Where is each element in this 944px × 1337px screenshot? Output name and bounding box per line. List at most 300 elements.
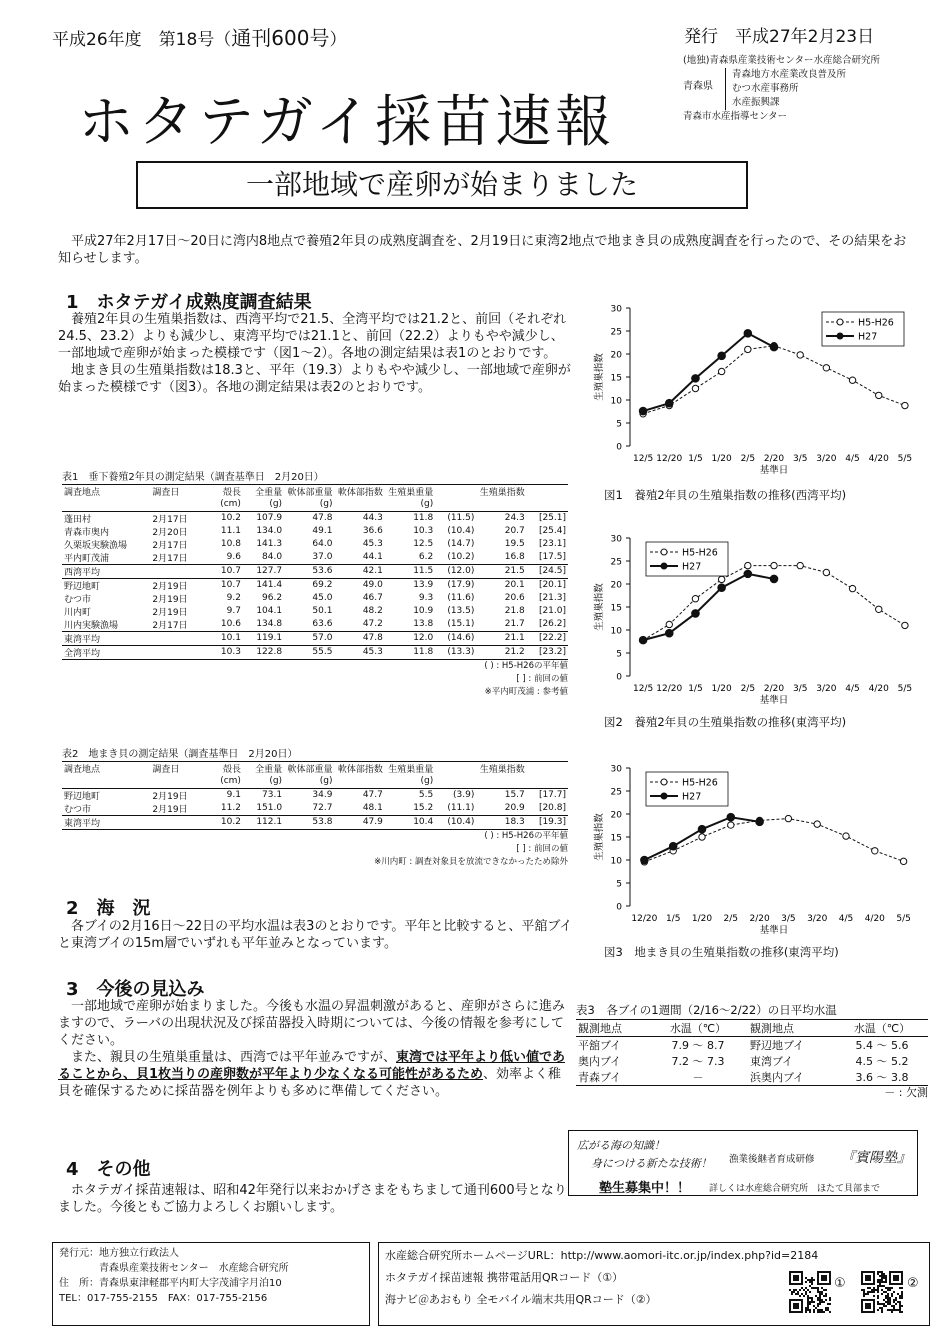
table-cell: (10.4): [447, 526, 475, 536]
qr-module: [801, 1287, 803, 1289]
table-cell: 9.6: [226, 552, 241, 562]
x-axis-label: 基準日: [759, 465, 789, 476]
table-cell: 9.2: [226, 593, 241, 603]
table-cell: 134.8: [256, 619, 283, 629]
table-row: [62, 605, 568, 618]
series-line: [643, 574, 774, 640]
qr-module: [827, 1309, 829, 1311]
qr-module: [879, 1283, 881, 1285]
qr-module: [825, 1309, 827, 1311]
section-3-body: [58, 998, 574, 1100]
x-tick-label: 2/5: [723, 914, 739, 924]
table-cell: (g): [420, 776, 434, 787]
qr-module: [887, 1309, 889, 1311]
table-cell: 青森ブイ: [576, 1069, 648, 1086]
data-point: [692, 385, 698, 391]
qr-module: [889, 1287, 891, 1289]
qr-code-1-icon[interactable]: [789, 1271, 831, 1313]
qr-module: [881, 1303, 883, 1305]
table-cell: 生殖巣指数: [476, 762, 526, 776]
x-tick-label: 12/20: [656, 454, 683, 464]
table-row: [62, 511, 568, 525]
y-axis-label: 生殖巣指数: [594, 353, 605, 401]
table-cell: 21.1: [476, 631, 526, 645]
table-cell: 11.8: [385, 511, 435, 525]
table-cell: 53.8: [284, 815, 334, 829]
banner-line: 詳しくは水産総合研究所 ほたて貝部まで: [709, 1184, 881, 1194]
qr-module: [791, 1291, 793, 1293]
table-average-row: [62, 645, 568, 659]
table-cell: [150, 631, 206, 645]
qr-module: [877, 1281, 879, 1283]
qr-module: [887, 1293, 889, 1295]
table-cell: 20.9: [504, 803, 525, 813]
qr-module: [813, 1309, 815, 1311]
qr-module: [877, 1287, 879, 1289]
qr-module: [815, 1295, 817, 1297]
table-cell: (11.1): [447, 803, 475, 813]
qr-module: [819, 1295, 821, 1297]
table-cell: 19.5: [504, 539, 525, 549]
qr-module: [879, 1279, 881, 1281]
table-cell: [25.1]: [527, 511, 568, 525]
table-2: [62, 745, 568, 869]
qr-module: [883, 1305, 885, 1307]
table-3-caption: 表3 各ブイの1週間（2/16～2/22）の日平均水温: [576, 1003, 837, 1017]
table-cell: 3.6 ～ 3.8: [836, 1069, 928, 1086]
legend-marker: [837, 319, 843, 325]
section-1-p2: 地まき貝の生殖巣指数は18.3と、平年（19.3）よりもやや減少し、一部地域で産卵が始まった模様です（図3）。各地の測定結果は表2のとおりです。: [58, 363, 571, 395]
table-cell: 47.7: [334, 788, 384, 802]
table-cell: [150, 815, 206, 829]
qr-module: [805, 1309, 807, 1311]
data-point: [718, 584, 726, 592]
table-row: [62, 538, 568, 551]
qr-module: [895, 1303, 897, 1305]
table-cell: 127.7: [243, 564, 284, 578]
table-cell: [150, 564, 206, 578]
table-row: [62, 802, 568, 816]
qr-module: [883, 1303, 885, 1305]
y-axis-label: 生殖巣指数: [594, 583, 605, 631]
qr-module: [819, 1299, 821, 1301]
table-cell: 奥内ブイ: [578, 1055, 622, 1068]
qr-module: [805, 1281, 807, 1283]
qr-module: [829, 1303, 831, 1305]
table-cell: [24.5]: [527, 564, 568, 578]
data-point: [814, 821, 820, 827]
table-cell: (13.5): [447, 606, 475, 616]
table-cell: (12.0): [435, 564, 476, 578]
x-tick-label: 1/20: [711, 454, 732, 464]
table-cell: 2月17日: [150, 511, 206, 525]
qr-module: [881, 1309, 883, 1311]
table-3-note: － : 欠測: [884, 1086, 928, 1099]
qr-module: [893, 1307, 895, 1309]
table-cell: [527, 762, 568, 776]
qr-module: [887, 1289, 889, 1291]
x-tick-label: 1/5: [688, 454, 703, 464]
data-point: [699, 834, 705, 840]
table-cell: 10.7: [206, 578, 243, 592]
x-tick-label: 4/20: [868, 454, 889, 464]
qr-module: [817, 1305, 819, 1307]
table-cell: 東湾ブイ: [750, 1055, 794, 1068]
table-cell: 2月17日: [152, 540, 188, 551]
qr-module: [829, 1299, 831, 1301]
qr-module: [801, 1293, 803, 1295]
table-cell: 45.3: [362, 539, 383, 549]
table-cell: 調査日: [150, 485, 206, 499]
qr-module: [885, 1305, 887, 1307]
table-cell: 野辺地ブイ: [750, 1039, 805, 1052]
qr-finder: [821, 1275, 827, 1281]
qr-module: [823, 1311, 825, 1313]
qr-module: [891, 1309, 893, 1311]
qr-module: [895, 1297, 897, 1299]
table-cell: (14.7): [447, 539, 475, 549]
qr-module: [877, 1297, 879, 1299]
qr-module: [825, 1299, 827, 1301]
qr-module: [877, 1271, 879, 1273]
qr-module: [811, 1277, 813, 1279]
qr-module: [901, 1305, 903, 1307]
table-cell: 57.0: [284, 631, 334, 645]
x-tick-label: 2/5: [740, 454, 756, 464]
table-cell: [476, 775, 526, 788]
data-point: [641, 856, 649, 864]
table-cell: (g): [420, 499, 434, 510]
figure-1-caption: 図1 養殖2年貝の生殖巣指数の推移(西湾平均): [604, 488, 847, 502]
qr-module: [821, 1311, 823, 1313]
table-2-note: ※川内町 : 調査対象貝を放流できなかったため除外: [374, 856, 568, 867]
qr-module: [891, 1293, 893, 1295]
qr-module: [867, 1287, 869, 1289]
table-1-note: ※平内町茂浦 : 参考値: [484, 686, 568, 697]
qr-module: [881, 1285, 883, 1287]
qr-module: [809, 1311, 811, 1313]
qr-module: [887, 1287, 889, 1289]
qr-module: [877, 1279, 879, 1281]
data-point: [744, 570, 752, 578]
table-cell: 50.1: [312, 606, 333, 616]
table-cell: 川内町: [64, 607, 92, 618]
y-tick-label: 25: [610, 557, 622, 568]
table-row: [576, 1069, 928, 1086]
table-cell: 13.8: [413, 619, 434, 629]
qr-module: [871, 1289, 873, 1291]
table-cell: 141.3: [256, 539, 283, 549]
table-cell: 63.6: [312, 619, 333, 629]
table-row: [576, 1053, 928, 1069]
qr-module: [879, 1285, 881, 1287]
table-cell: [150, 775, 206, 788]
qr-module: [813, 1301, 815, 1303]
data-point: [797, 562, 803, 568]
homepage-link[interactable]: 水産総合研究所ホームページURL：http://www.aomori-itc.or.jp/index.php?id=2184: [385, 1249, 819, 1262]
table-cell: 20.1: [476, 578, 526, 592]
data-point: [692, 596, 698, 602]
table-cell: 蓬田村: [62, 511, 150, 525]
qr-module: [829, 1297, 831, 1299]
qr-module: [893, 1301, 895, 1303]
qr-module: [891, 1287, 893, 1289]
table-cell: [334, 498, 384, 511]
qr-module: [791, 1293, 793, 1295]
table-cell: 13.9: [385, 578, 435, 592]
qr-module: [887, 1301, 889, 1303]
qr-module: [819, 1291, 821, 1293]
x-tick-label: 5/5: [897, 454, 913, 464]
table-units-row: [62, 775, 568, 788]
y-tick-label: 20: [610, 810, 622, 821]
pref-label: 青森県: [683, 81, 713, 92]
x-tick-label: 4/5: [838, 914, 854, 924]
qr-module: [863, 1289, 865, 1291]
footer-line: 青森県産業技術センター 水産総合研究所: [59, 1263, 289, 1274]
qr-module: [827, 1307, 829, 1309]
qr-module: [807, 1303, 809, 1305]
section-1-title: 1 ホタテガイ成熟度調査結果: [66, 292, 312, 313]
qr-module: [823, 1295, 825, 1297]
qr-module: [863, 1295, 865, 1297]
table-row: [62, 551, 568, 565]
table-cell: 調査地点: [62, 485, 150, 499]
footer-line: 発行元：地方独立行政法人: [59, 1248, 179, 1259]
table-cell: 21.5: [476, 564, 526, 578]
table-cell: 55.5: [284, 645, 334, 659]
table-3-grid: [576, 1019, 928, 1086]
qr-module: [873, 1295, 875, 1297]
table-cell: －: [648, 1069, 748, 1086]
table-cell: 12.0: [385, 631, 435, 645]
table-cell: [62, 775, 150, 788]
qr-module: [887, 1295, 889, 1297]
qr-module: [807, 1297, 809, 1299]
data-point: [876, 606, 882, 612]
issue-number: 平成26年度 第18号（通刊600号）: [52, 26, 347, 50]
table-cell: 15.2: [413, 803, 434, 813]
table-cell: 軟体部指数: [334, 485, 384, 499]
qr-module: [897, 1309, 899, 1311]
table-cell: 全重量: [243, 485, 284, 499]
table-cell: [19.3]: [527, 815, 568, 829]
qr-module: [889, 1303, 891, 1305]
section-3-p1: 一部地域で産卵が始まりました。今後も水温の昇温刺激があると、産卵がさらに進みますので、ラーバの出現状況及び採苗器投入時期については、今後の情報を参考にしてください。: [58, 999, 566, 1048]
qr-module: [883, 1275, 885, 1277]
qr-finder: [865, 1303, 871, 1309]
qr-module: [901, 1297, 903, 1299]
data-point: [902, 402, 908, 408]
y-tick-label: 5: [616, 649, 622, 660]
qr-module: [821, 1309, 823, 1311]
footer-line: ホタテガイ採苗速報 携帯電話用QRコード（①）: [385, 1271, 624, 1284]
qr-module: [793, 1289, 795, 1291]
table-cell: 24.3: [476, 511, 526, 525]
qr-module: [823, 1289, 825, 1291]
table-cell: [527, 775, 568, 788]
figure-1-chart: [586, 298, 926, 484]
table-cell: 軟体部指数: [334, 762, 384, 776]
qr-module: [811, 1287, 813, 1289]
qr-module: [825, 1307, 827, 1309]
table-cell: 水温（℃）: [648, 1020, 748, 1037]
qr-module: [813, 1279, 815, 1281]
y-tick-label: 30: [610, 764, 622, 775]
qr-module: [805, 1311, 807, 1313]
legend-label: H5-H26: [858, 317, 894, 329]
qr-label: ①: [834, 1276, 846, 1291]
qr-module: [825, 1295, 827, 1297]
table-cell: 野辺地町: [62, 788, 150, 802]
qr-module: [877, 1291, 879, 1293]
qr-module: [813, 1287, 815, 1289]
qr-module: [805, 1293, 807, 1295]
table-cell: 殻長: [206, 485, 243, 499]
table-cell: 10.6: [220, 619, 241, 629]
table-cell: 東湾平均: [62, 631, 150, 645]
qr-module: [885, 1295, 887, 1297]
org-item: 水産振興課: [732, 97, 780, 108]
qr-module: [807, 1295, 809, 1297]
y-tick-label: 10: [610, 856, 622, 867]
table-cell: 7.9 ～ 8.7: [671, 1039, 725, 1052]
banner-line: 『賓陽塾』: [841, 1150, 911, 1166]
table-cell: 44.1: [362, 552, 383, 562]
data-point: [900, 858, 906, 864]
qr-module: [899, 1297, 901, 1299]
table-cell: (14.6): [435, 631, 476, 645]
qr-module: [893, 1309, 895, 1311]
table-cell: むつ市: [64, 804, 92, 815]
qr-module: [877, 1285, 879, 1287]
qr-module: [883, 1273, 885, 1275]
data-point: [665, 399, 673, 407]
table-cell: [435, 498, 476, 511]
qr-module: [883, 1299, 885, 1301]
qr-module: [793, 1291, 795, 1293]
legend-label: H27: [682, 561, 702, 573]
qr-module: [885, 1277, 887, 1279]
qr-module: [883, 1285, 885, 1287]
data-point: [849, 377, 855, 383]
data-point: [876, 392, 882, 398]
qr-module: [811, 1281, 813, 1283]
qr-module: [885, 1291, 887, 1293]
qr-module: [803, 1289, 805, 1291]
table-cell: 5.5: [385, 788, 435, 802]
qr-module: [881, 1277, 883, 1279]
table-cell: 浜奥内ブイ: [748, 1069, 836, 1086]
table-cell: [17.5]: [538, 552, 566, 562]
table-cell: 水温（℃）: [836, 1020, 928, 1037]
table-average-row: [62, 631, 568, 645]
data-point: [902, 622, 908, 628]
qr-module: [879, 1303, 881, 1305]
org-item: 青森地方水産業改良普及所: [732, 69, 847, 80]
qr-module: [883, 1291, 885, 1293]
qr-module: [887, 1299, 889, 1301]
qr-module: [813, 1311, 815, 1313]
table-cell: [435, 775, 476, 788]
qr-module: [881, 1281, 883, 1283]
qr-module: [811, 1283, 813, 1285]
figure-2-chart: [586, 528, 926, 714]
table-cell: (g): [319, 499, 333, 510]
figure-2-caption: 図2 養殖2年貝の生殖巣指数の推移(東湾平均): [604, 715, 847, 729]
qr-module: [879, 1307, 881, 1309]
qr-module: [809, 1281, 811, 1283]
legend-marker: [837, 333, 843, 339]
table-cell: 西湾平均: [62, 564, 150, 578]
table-header-row: [576, 1020, 928, 1037]
table-cell: 49.1: [312, 526, 333, 536]
qr-module: [901, 1295, 903, 1297]
section-4-body: ホタテガイ採苗速報は、昭和42年発行以来おかげさまをもちまして通刊600号となりました。今後ともご協力よろしくお願いします。: [58, 1183, 567, 1215]
qr-finder: [793, 1303, 799, 1309]
qr-module: [891, 1305, 893, 1307]
table-cell: 122.8: [243, 645, 284, 659]
qr-code-2-icon[interactable]: [861, 1271, 903, 1313]
table-cell: (15.1): [447, 619, 475, 629]
qr-module: [865, 1293, 867, 1295]
table-cell: 9.7: [226, 606, 241, 616]
qr-module: [887, 1297, 889, 1299]
table-cell: 2月17日: [152, 620, 188, 631]
qr-module: [817, 1291, 819, 1293]
table-cell: 15.7: [476, 788, 526, 802]
data-point: [718, 368, 724, 374]
qr-module: [883, 1277, 885, 1279]
qr-module: [885, 1301, 887, 1303]
series-line: [643, 333, 774, 411]
y-tick-label: 15: [610, 373, 622, 384]
qr-module: [829, 1311, 831, 1313]
qr-module: [809, 1291, 811, 1293]
qr-module: [899, 1303, 901, 1305]
table-cell: 11.1: [220, 526, 241, 536]
table-cell: 10.2: [206, 511, 243, 525]
qr-module: [899, 1311, 901, 1313]
qr-module: [821, 1301, 823, 1303]
intro-paragraph: 平成27年2月17日～20日に湾内8地点で養殖2年貝の成熟度調査を、2月19日に東湾2地点で地まき貝の成熟度調査を行ったので、その結果をお知らせします。: [58, 234, 907, 266]
data-point: [744, 330, 752, 338]
table-cell: [150, 498, 206, 511]
qr-module: [881, 1275, 883, 1277]
series-line: [643, 346, 905, 414]
table-cell: 野辺地町: [62, 578, 150, 592]
table-cell: 48.1: [362, 803, 383, 813]
data-point: [669, 842, 677, 850]
qr-module: [885, 1287, 887, 1289]
table-cell: 軟体部重量: [284, 485, 334, 499]
table-cell: 47.8: [284, 511, 334, 525]
qr-module: [811, 1301, 813, 1303]
table-header-row: [62, 485, 568, 499]
qr-module: [897, 1301, 899, 1303]
qr-module: [869, 1291, 871, 1293]
qr-module: [881, 1273, 883, 1275]
table-cell: 生殖巣重量: [385, 762, 435, 776]
table-cell: 10.2: [206, 815, 243, 829]
bulletin-title: ホタテガイ採苗速報: [78, 90, 616, 155]
table-cell: (10.4): [435, 815, 476, 829]
qr-module: [817, 1311, 819, 1313]
table-cell: 全重量: [243, 762, 284, 776]
data-point: [718, 352, 726, 360]
qr-module: [807, 1307, 809, 1309]
qr-module: [809, 1279, 811, 1281]
